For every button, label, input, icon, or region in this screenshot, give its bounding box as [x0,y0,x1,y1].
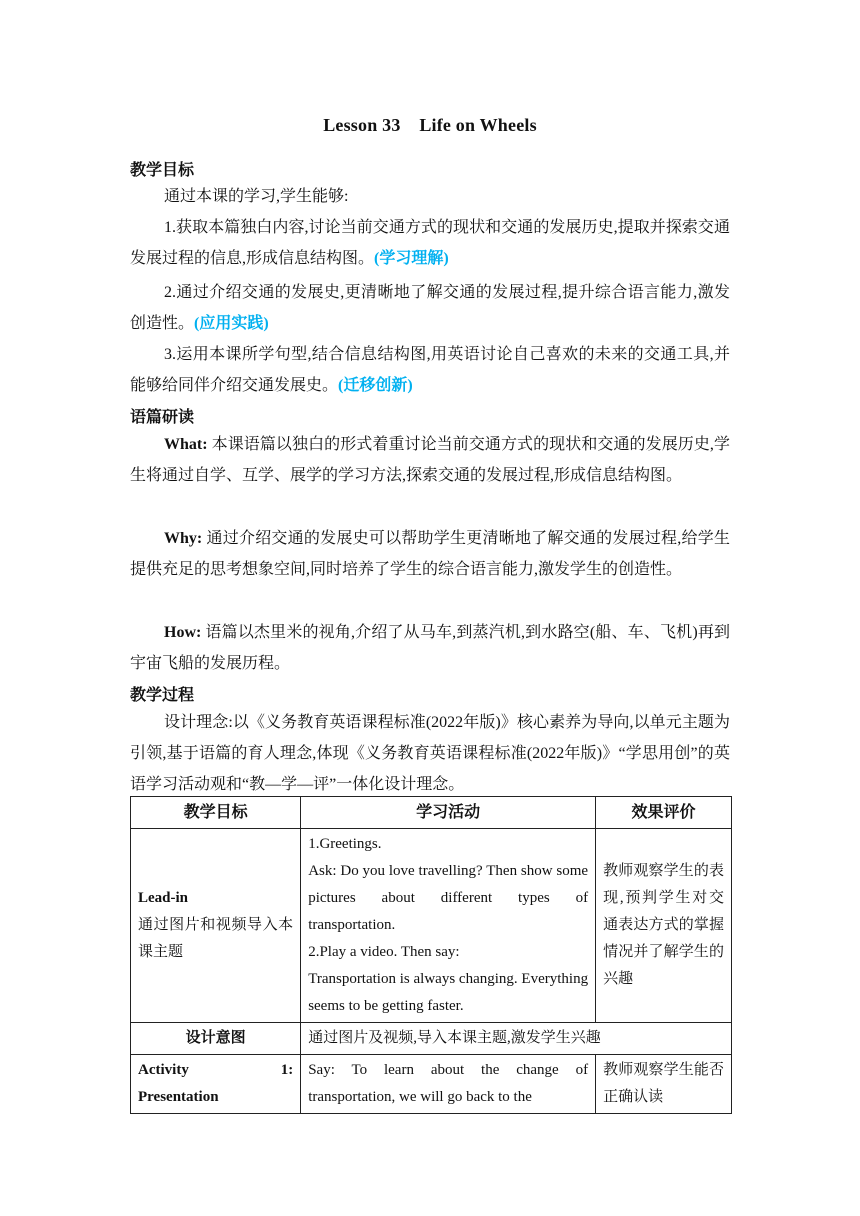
goal-item-2 [130,277,730,339]
activity-1-title-line2: Presentation [138,1089,219,1105]
how-paragraph [130,617,730,679]
what-text: 本课语篇以独白的形式着重讨论当前交通方式的现状和交通的发展历史,学生将通过自学、互学、展学的学习方法,探索交通的发展过程,形成信息结构图。 [130,436,730,484]
design-concept: 设计理念:以《义务教育英语课程标准(2022年版)》核心素养为导向,以单元主题为引领,基于语篇的育人理念,体现《义务教育英语课程标准(2022年版)》“学思用创”的英语学习活动观和“教—学—评”一体化设计理念。 [130,714,730,793]
activity-1-title-left: Activity [138,1062,189,1078]
why-text: 通过介绍交通的发展史可以帮助学生更清晰地了解交通的发展过程,给学生提供充足的思考想象空间,同时培养了学生的综合语言能力,激发学生的创造性。 [130,530,731,578]
activity-line: Transportation is always changing. Everything seems to be getting faster. [308,971,589,1014]
section-heading-analysis: 语篇研读 [130,409,195,426]
header-evaluation: 效果评价 [596,797,732,829]
goal-item-3 [130,339,730,401]
what-label: What: [164,436,208,453]
section-heading-goals: 教学目标 [130,162,195,179]
lesson-plan-table [130,796,732,1114]
goal-text: 2.通过介绍交通的发展史,更清晰地了解交通的发展过程,提升综合语言能力,激发创造性。 [130,284,730,332]
activity-1-title [138,1057,293,1084]
header-goal: 教学目标 [131,797,301,829]
goal-text: 1.获取本篇独白内容,讨论当前交通方式的现状和交通的发展历史,提取并探索交通发展过程的信息,形成信息结构图。 [130,219,730,267]
activity-1-activity-cell: Say: To learn about the change of transportation, we will go back to the [301,1055,596,1114]
design-intent-label: 设计意图 [131,1023,301,1055]
lead-in-desc: 通过图片和视频导入本课主题 [138,917,294,960]
activity-1-goal-cell [131,1055,301,1114]
lead-in-evaluation-cell: 教师观察学生的表现,预判学生对交通表达方式的掌握情况并了解学生的兴趣 [596,829,732,1023]
activity-line: 2.Play a video. Then say: [308,944,460,960]
lead-in-activity-cell [301,829,596,1023]
activity-line: Ask: Do you love travelling? Then show some pictures about different types of transportation. [308,863,589,933]
goal-item-1 [130,212,730,274]
table-row-design-intent [131,1023,732,1055]
table-header-row [131,797,732,829]
goal-tag: (迁移创新) [338,377,413,394]
goals-intro: 通过本课的学习,学生能够: [164,188,349,205]
lead-in-title: Lead-in [138,890,189,906]
activity-1-title-right: 1: [280,1062,294,1078]
table-row-activity-1 [131,1055,732,1114]
what-paragraph [130,429,730,491]
header-activity: 学习活动 [301,797,596,829]
section-heading-process: 教学过程 [130,687,195,704]
activity-1-evaluation-cell: 教师观察学生能否正确认读 [596,1055,732,1114]
design-intent-text: 通过图片及视频,导入本课主题,激发学生兴趣 [301,1023,732,1055]
activity-line: 1.Greetings. [308,836,382,852]
goal-text: 3.运用本课所学句型,结合信息结构图,用英语讨论自己喜欢的未来的交通工具,并能够给同伴介绍交通发展史。 [130,346,730,394]
lead-in-goal-cell [131,829,301,1023]
page-title: Lesson 33 Life on Wheels [323,115,537,135]
how-text: 语篇以杰里米的视角,介绍了从马车,到蒸汽机,到水路空(船、车、飞机)再到宇宙飞船的发展历程。 [130,624,730,672]
why-label: Why: [164,530,203,547]
how-label: How: [164,624,202,641]
table-row-lead-in [131,829,732,1023]
goal-tag: (学习理解) [374,250,449,267]
why-paragraph [130,523,730,585]
goal-tag: (应用实践) [194,315,269,332]
